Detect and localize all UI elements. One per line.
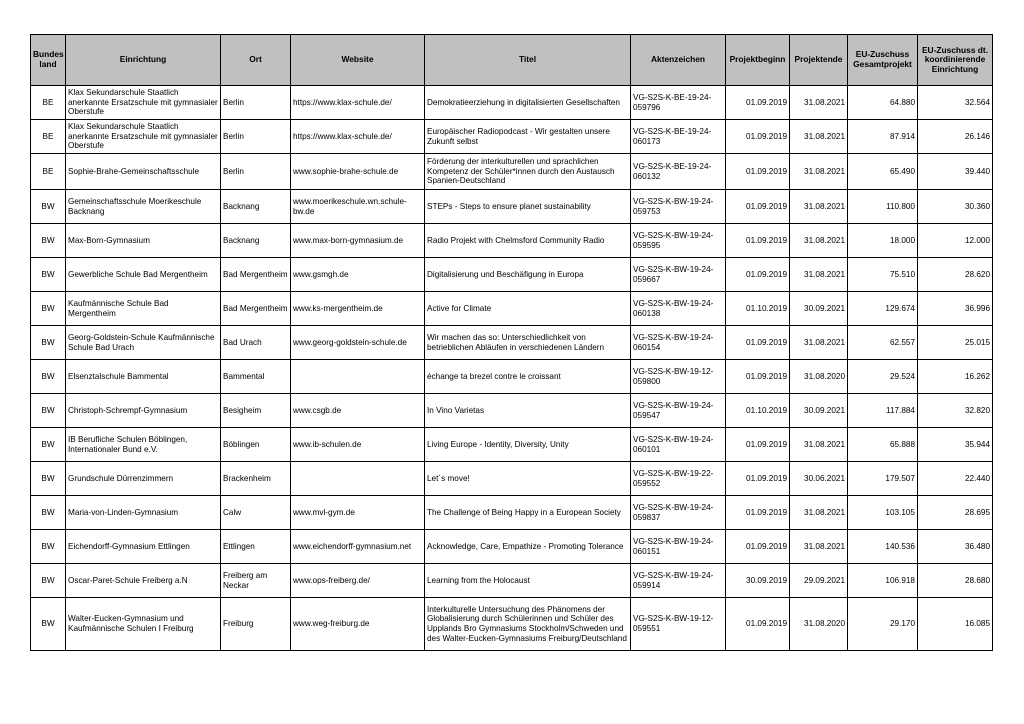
cell-website (291, 360, 425, 394)
cell-website: www.weg-freiburg.de (291, 598, 425, 651)
cell-eu-zuschuss-koordinierend: 28.695 (918, 496, 993, 530)
cell-eu-zuschuss-gesamt: 117.884 (848, 394, 918, 428)
cell-projektbeginn: 01.09.2019 (726, 496, 790, 530)
cell-ort: Besigheim (221, 394, 291, 428)
table-row (31, 86, 993, 120)
cell-projektende: 31.08.2021 (790, 258, 848, 292)
cell-aktenzeichen: VG-S2S-K-BW-19-24-059595 (631, 224, 726, 258)
table-row (31, 496, 993, 530)
cell-projektbeginn: 01.09.2019 (726, 326, 790, 360)
table-row (31, 326, 993, 360)
table-row (31, 360, 993, 394)
cell-projektbeginn: 01.09.2019 (726, 598, 790, 651)
header-ort: Ort (221, 35, 291, 86)
header-aktenzeichen: Aktenzeichen (631, 35, 726, 86)
cell-bundesland: BW (31, 326, 66, 360)
cell-eu-zuschuss-koordinierend: 22.440 (918, 462, 993, 496)
cell-einrichtung: IB Berufliche Schulen Böblingen, Internationaler Bund e.V. (66, 428, 221, 462)
cell-ort: Bad Urach (221, 326, 291, 360)
cell-titel: Radio Projekt with Chelmsford Community Radio (425, 224, 631, 258)
header-einrichtung: Einrichtung (66, 35, 221, 86)
cell-projektbeginn: 01.10.2019 (726, 292, 790, 326)
cell-eu-zuschuss-koordinierend: 12.000 (918, 224, 993, 258)
cell-eu-zuschuss-koordinierend: 39.440 (918, 154, 993, 190)
cell-titel: Living Europe - Identity, Diversity, Unity (425, 428, 631, 462)
cell-eu-zuschuss-gesamt: 65.490 (848, 154, 918, 190)
cell-projektende: 31.08.2021 (790, 154, 848, 190)
cell-titel: In Vino Varietas (425, 394, 631, 428)
cell-projektbeginn: 01.09.2019 (726, 154, 790, 190)
cell-website: www.ks-mergentheim.de (291, 292, 425, 326)
table-row (31, 224, 993, 258)
cell-website: https://www.klax-schule.de/ (291, 86, 425, 120)
header-website: Website (291, 35, 425, 86)
cell-website: www.moerikeschule.wn.schule-bw.de (291, 190, 425, 224)
cell-ort: Freiberg am Neckar (221, 564, 291, 598)
cell-titel: Let´s move! (425, 462, 631, 496)
cell-titel: Acknowledge, Care, Empathize - Promoting Tolerance (425, 530, 631, 564)
table-row (31, 258, 993, 292)
cell-eu-zuschuss-koordinierend: 36.480 (918, 530, 993, 564)
cell-einrichtung: Klax Sekundarschule Staatlich anerkannte Ersatzschule mit gymnasialer Oberstufe (66, 86, 221, 120)
cell-bundesland: BW (31, 292, 66, 326)
cell-ort: Backnang (221, 190, 291, 224)
cell-website (291, 462, 425, 496)
cell-projektende: 31.08.2021 (790, 428, 848, 462)
cell-einrichtung: Georg-Goldstein-Schule Kaufmännische Schule Bad Urach (66, 326, 221, 360)
cell-eu-zuschuss-gesamt: 18.000 (848, 224, 918, 258)
cell-projektende: 31.08.2021 (790, 496, 848, 530)
cell-einrichtung: Sophie-Brahe-Gemeinschaftsschule (66, 154, 221, 190)
cell-aktenzeichen: VG-S2S-K-BW-19-22-059552 (631, 462, 726, 496)
cell-bundesland: BW (31, 564, 66, 598)
cell-einrichtung: Maria-von-Linden-Gymnasium (66, 496, 221, 530)
cell-einrichtung: Elsenztalschule Bammental (66, 360, 221, 394)
cell-aktenzeichen: VG-S2S-K-BW-19-24-059667 (631, 258, 726, 292)
cell-eu-zuschuss-koordinierend: 32.820 (918, 394, 993, 428)
cell-website: https://www.klax-schule.de/ (291, 120, 425, 154)
cell-titel: Demokratieerziehung in digitalisierten Gesellschaften (425, 86, 631, 120)
header-projektbeginn: Projektbeginn (726, 35, 790, 86)
cell-eu-zuschuss-koordinierend: 25.015 (918, 326, 993, 360)
cell-projektbeginn: 01.09.2019 (726, 86, 790, 120)
cell-aktenzeichen: VG-S2S-K-BW-19-24-060151 (631, 530, 726, 564)
cell-ort: Berlin (221, 86, 291, 120)
table-row (31, 190, 993, 224)
cell-eu-zuschuss-gesamt: 64.880 (848, 86, 918, 120)
cell-aktenzeichen: VG-S2S-K-BW-19-24-060154 (631, 326, 726, 360)
table-row (31, 462, 993, 496)
cell-eu-zuschuss-koordinierend: 36.996 (918, 292, 993, 326)
cell-eu-zuschuss-gesamt: 110.800 (848, 190, 918, 224)
cell-titel: échange ta brezel contre le croissant (425, 360, 631, 394)
table-row (31, 292, 993, 326)
cell-eu-zuschuss-koordinierend: 28.620 (918, 258, 993, 292)
cell-aktenzeichen: VG-S2S-K-BW-19-24-060138 (631, 292, 726, 326)
header-eu-zuschuss-gesamt: EU-Zuschuss Gesamtprojekt (848, 35, 918, 86)
header-row (31, 35, 993, 86)
table-row (31, 394, 993, 428)
cell-bundesland: BW (31, 224, 66, 258)
cell-titel: Europäischer Radiopodcast - Wir gestalten unsere Zukunft selbst (425, 120, 631, 154)
cell-ort: Bammental (221, 360, 291, 394)
cell-einrichtung: Oscar-Paret-Schule Freiberg a.N (66, 564, 221, 598)
cell-einrichtung: Walter-Eucken-Gymnasium und Kaufmännische Schulen I Freiburg (66, 598, 221, 651)
cell-projektende: 31.08.2021 (790, 120, 848, 154)
cell-eu-zuschuss-gesamt: 75.510 (848, 258, 918, 292)
cell-bundesland: BW (31, 496, 66, 530)
cell-projektende: 31.08.2020 (790, 598, 848, 651)
cell-titel: Wir machen das so: Unterschiedlichkeit von betrieblichen Abläufen in verschiedenen Ländern (425, 326, 631, 360)
cell-einrichtung: Kaufmännische Schule Bad Mergentheim (66, 292, 221, 326)
cell-ort: Ettlingen (221, 530, 291, 564)
cell-aktenzeichen: VG-S2S-K-BW-19-24-059547 (631, 394, 726, 428)
cell-website: www.mvl-gym.de (291, 496, 425, 530)
table-row (31, 154, 993, 190)
cell-aktenzeichen: VG-S2S-K-BW-19-24-059753 (631, 190, 726, 224)
cell-titel: Interkulturelle Untersuchung des Phänomens der Globalisierung durch Schülerinnen und Schüler des Upplands Bro Gymnasiums Stockholm/Schweden und des Walter-Eucken-Gymnasiums Freiburg/Deutschland (425, 598, 631, 651)
table-row (31, 530, 993, 564)
cell-bundesland: BW (31, 462, 66, 496)
cell-website: www.ops-freiberg.de/ (291, 564, 425, 598)
cell-projektende: 31.08.2021 (790, 190, 848, 224)
cell-aktenzeichen: VG-S2S-K-BW-19-12-059800 (631, 360, 726, 394)
cell-titel: The Challenge of Being Happy in a European Society (425, 496, 631, 530)
cell-projektende: 30.09.2021 (790, 394, 848, 428)
cell-projektende: 31.08.2021 (790, 326, 848, 360)
cell-ort: Böblingen (221, 428, 291, 462)
cell-ort: Calw (221, 496, 291, 530)
cell-einrichtung: Gemeinschaftsschule Moerikeschule Backnang (66, 190, 221, 224)
cell-eu-zuschuss-gesamt: 62.557 (848, 326, 918, 360)
cell-einrichtung: Christoph-Schrempf-Gymnasium (66, 394, 221, 428)
cell-projektbeginn: 01.09.2019 (726, 428, 790, 462)
cell-website: www.georg-goldstein-schule.de (291, 326, 425, 360)
cell-projektende: 29.09.2021 (790, 564, 848, 598)
cell-eu-zuschuss-gesamt: 106.918 (848, 564, 918, 598)
cell-einrichtung: Klax Sekundarschule Staatlich anerkannte Ersatzschule mit gymnasialer Oberstufe (66, 120, 221, 154)
cell-eu-zuschuss-koordinierend: 32.564 (918, 86, 993, 120)
cell-eu-zuschuss-koordinierend: 30.360 (918, 190, 993, 224)
cell-projektbeginn: 01.09.2019 (726, 258, 790, 292)
cell-bundesland: BE (31, 154, 66, 190)
cell-website: www.max-born-gymnasium.de (291, 224, 425, 258)
cell-website: www.ib-schulen.de (291, 428, 425, 462)
cell-eu-zuschuss-gesamt: 103.105 (848, 496, 918, 530)
cell-eu-zuschuss-gesamt: 179.507 (848, 462, 918, 496)
cell-eu-zuschuss-koordinierend: 16.085 (918, 598, 993, 651)
cell-projektende: 31.08.2021 (790, 86, 848, 120)
header-eu-zuschuss-koordinierend: EU-Zuschuss dt. koordinierende Einrichtung (918, 35, 993, 86)
cell-projektbeginn: 01.09.2019 (726, 120, 790, 154)
cell-eu-zuschuss-gesamt: 87.914 (848, 120, 918, 154)
cell-ort: Berlin (221, 120, 291, 154)
funding-table (30, 34, 993, 651)
cell-projektende: 31.08.2020 (790, 360, 848, 394)
cell-projektbeginn: 01.09.2019 (726, 530, 790, 564)
cell-eu-zuschuss-gesamt: 129.674 (848, 292, 918, 326)
cell-projektbeginn: 30.09.2019 (726, 564, 790, 598)
cell-aktenzeichen: VG-S2S-K-BE-19-24-059796 (631, 86, 726, 120)
cell-projektbeginn: 01.09.2019 (726, 190, 790, 224)
cell-website: www.csgb.de (291, 394, 425, 428)
cell-bundesland: BW (31, 190, 66, 224)
cell-projektende: 30.06.2021 (790, 462, 848, 496)
cell-bundesland: BW (31, 530, 66, 564)
table-row (31, 598, 993, 651)
cell-bundesland: BW (31, 428, 66, 462)
cell-website: www.eichendorff-gymnasium.net (291, 530, 425, 564)
cell-bundesland: BW (31, 598, 66, 651)
cell-eu-zuschuss-koordinierend: 35.944 (918, 428, 993, 462)
cell-projektbeginn: 01.09.2019 (726, 462, 790, 496)
cell-eu-zuschuss-gesamt: 29.524 (848, 360, 918, 394)
cell-projektbeginn: 01.09.2019 (726, 360, 790, 394)
cell-aktenzeichen: VG-S2S-K-BW-19-12-059551 (631, 598, 726, 651)
table-row (31, 564, 993, 598)
table-row (31, 120, 993, 154)
table-row (31, 428, 993, 462)
cell-bundesland: BW (31, 394, 66, 428)
cell-ort: Brackenheim (221, 462, 291, 496)
cell-eu-zuschuss-gesamt: 29.170 (848, 598, 918, 651)
cell-titel: Active for Climate (425, 292, 631, 326)
cell-eu-zuschuss-koordinierend: 26.146 (918, 120, 993, 154)
cell-bundesland: BE (31, 86, 66, 120)
cell-einrichtung: Gewerbliche Schule Bad Mergentheim (66, 258, 221, 292)
cell-bundesland: BW (31, 258, 66, 292)
cell-titel: STEPs - Steps to ensure planet sustainability (425, 190, 631, 224)
cell-website: www.gsmgh.de (291, 258, 425, 292)
cell-einrichtung: Max-Born-Gymnasium (66, 224, 221, 258)
cell-projektende: 31.08.2021 (790, 224, 848, 258)
cell-ort: Berlin (221, 154, 291, 190)
cell-eu-zuschuss-gesamt: 65.888 (848, 428, 918, 462)
cell-projektende: 30.09.2021 (790, 292, 848, 326)
cell-aktenzeichen: VG-S2S-K-BE-19-24-060173 (631, 120, 726, 154)
cell-eu-zuschuss-gesamt: 140.536 (848, 530, 918, 564)
cell-einrichtung: Eichendorff-Gymnasium Ettlingen (66, 530, 221, 564)
header-projektende: Projektende (790, 35, 848, 86)
cell-aktenzeichen: VG-S2S-K-BW-19-24-059837 (631, 496, 726, 530)
cell-aktenzeichen: VG-S2S-K-BE-19-24-060132 (631, 154, 726, 190)
header-bundesland: Bundes land (31, 35, 66, 86)
cell-eu-zuschuss-koordinierend: 16.262 (918, 360, 993, 394)
cell-titel: Learning from the Holocaust (425, 564, 631, 598)
cell-aktenzeichen: VG-S2S-K-BW-19-24-059914 (631, 564, 726, 598)
cell-ort: Bad Mergentheim (221, 292, 291, 326)
cell-ort: Bad Mergentheim (221, 258, 291, 292)
cell-ort: Backnang (221, 224, 291, 258)
cell-aktenzeichen: VG-S2S-K-BW-19-24-060101 (631, 428, 726, 462)
cell-website: www.sophie-brahe-schule.de (291, 154, 425, 190)
header-titel: Titel (425, 35, 631, 86)
cell-titel: Förderung der interkulturellen und sprachlichen Kompetenz der Schüler*innen durch den Austausch Spanien-Deutschland (425, 154, 631, 190)
cell-bundesland: BE (31, 120, 66, 154)
cell-titel: Digitalisierung und Beschäfigung in Europa (425, 258, 631, 292)
cell-einrichtung: Grundschule Dürrenzimmern (66, 462, 221, 496)
cell-projektbeginn: 01.09.2019 (726, 224, 790, 258)
cell-eu-zuschuss-koordinierend: 28.680 (918, 564, 993, 598)
cell-bundesland: BW (31, 360, 66, 394)
cell-projektbeginn: 01.10.2019 (726, 394, 790, 428)
cell-projektende: 31.08.2021 (790, 530, 848, 564)
cell-ort: Freiburg (221, 598, 291, 651)
